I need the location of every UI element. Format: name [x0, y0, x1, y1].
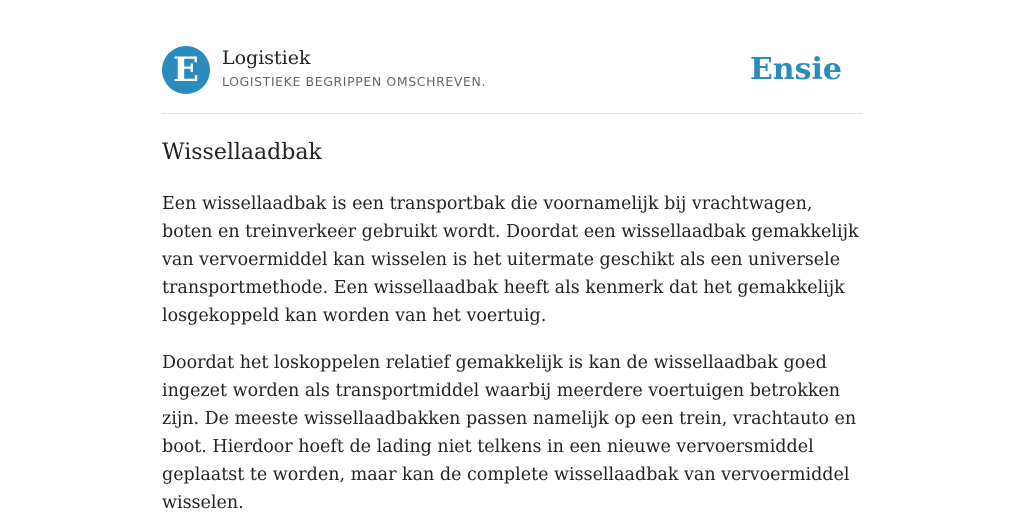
site-subtitle: LOGISTIEKE BEGRIPPEN OMSCHREVEN.	[222, 74, 487, 89]
site-header	[162, 46, 862, 96]
header-divider	[162, 113, 862, 114]
article-paragraph: Doordat het loskoppelen relatief gemakkelijk is kan de wissellaadbak goed ingezet worden als transportmiddel waarbij meerdere voertuigen betrokken zijn. De meeste wissellaadbakken passen namelijk op een trein, vrachtauto en boot. Hierdoor hoeft de lading niet telkens in een nieuwe vervoersmiddel geplaatst te worden, maar kan de complete wissellaadbak van vervoermiddel wisselen.	[162, 353, 857, 512]
article-title: Wissellaadbak	[162, 140, 322, 165]
article-paragraph: Een wissellaadbak is een transportbak die voornamelijk bij vrachtwagen, boten en treinverkeer gebruikt wordt. Doordat een wissellaadbak gemakkelijk van vervoermiddel kan wisselen is het uitermate geschikt als een universele transportmethode. Een wissellaadbak heeft als kenmerk dat het gemakkelijk losgekoppeld kan worden van het voertuig.	[162, 194, 859, 326]
site-title[interactable]: Logistiek	[222, 47, 311, 69]
brand-logo[interactable]: Ensie	[749, 52, 842, 87]
article-body	[162, 190, 867, 512]
site-logo[interactable]: E	[162, 46, 210, 94]
